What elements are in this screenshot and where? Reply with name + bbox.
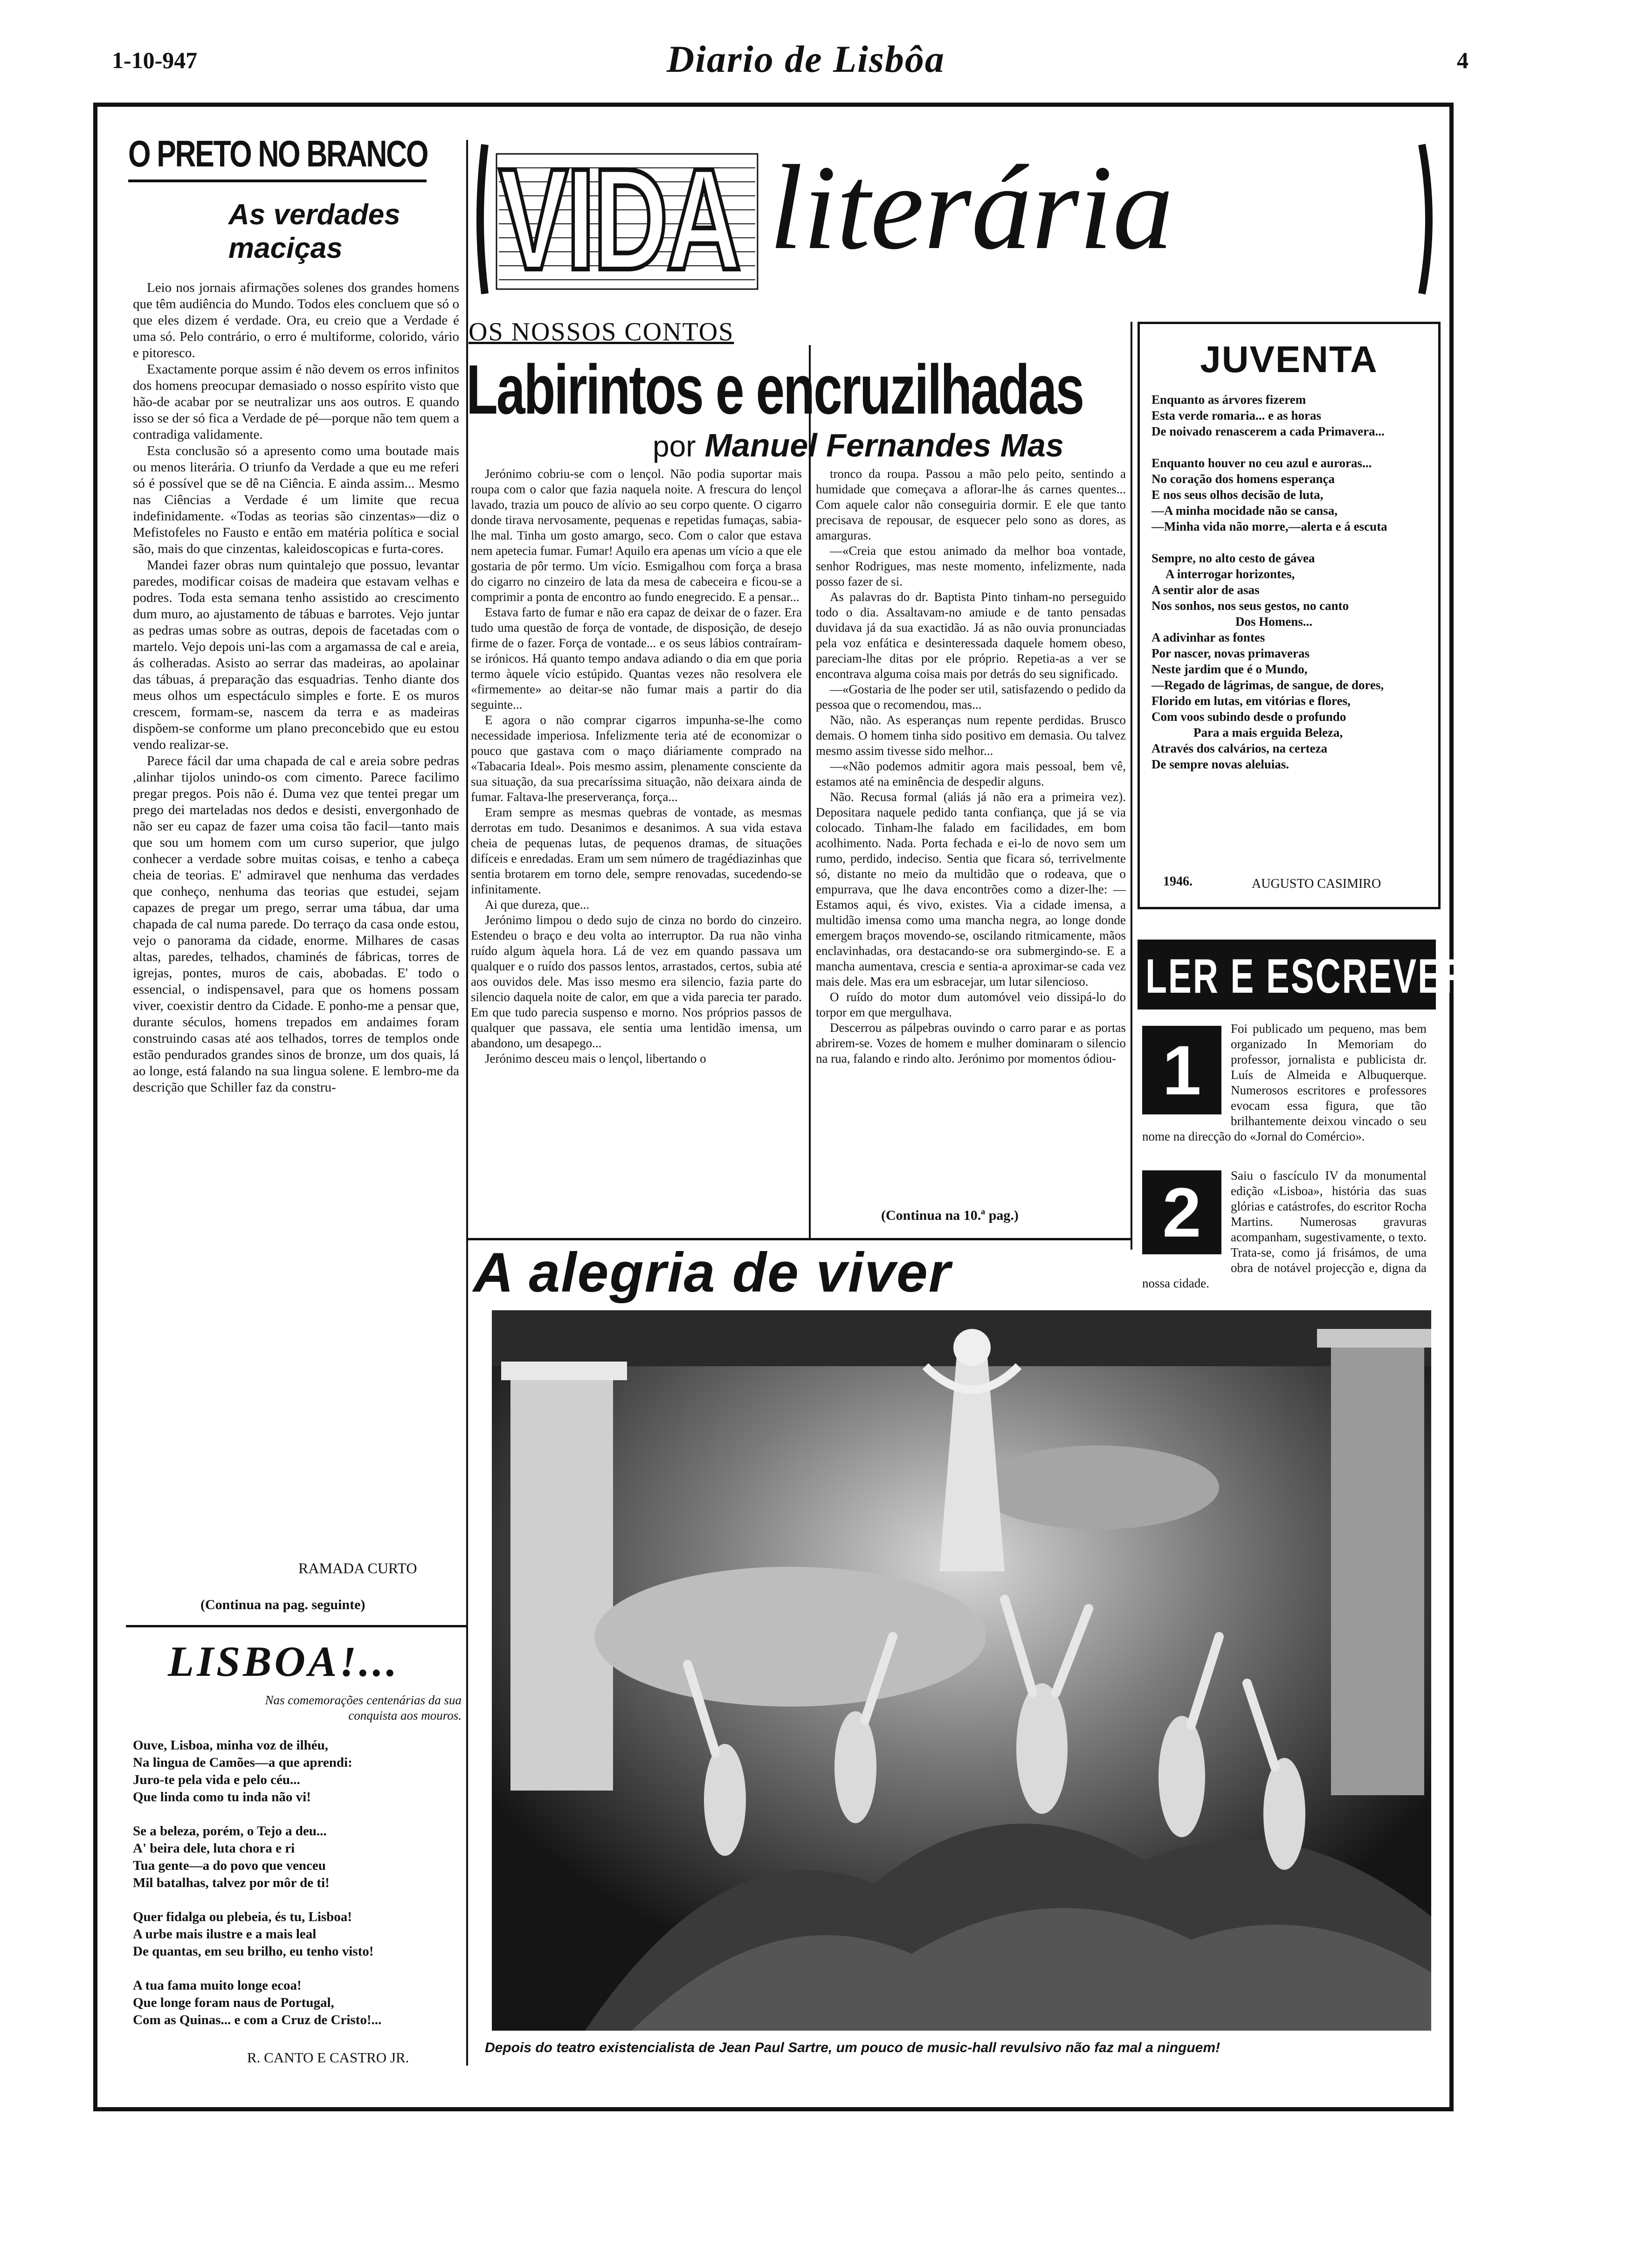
continued-note: (Continua na pag. seguinte) xyxy=(200,1597,365,1612)
verse: Para a mais erguida Beleza, xyxy=(1193,726,1343,740)
story-author: Manuel Fernandes Mas xyxy=(704,427,1064,463)
banner-word-literaria: literária xyxy=(769,140,1173,275)
paragraph: Descerrou as pálpebras ouvindo o carro parar e as portas abrirem-se. Vozes de homem e mulher dominaram o silencio na rua, falando e rindo alto. Jerónimo por momentos ódiou- xyxy=(816,1021,1126,1065)
verse: Florido em lutas, em vitórias e flores, xyxy=(1151,694,1351,708)
story-col1 xyxy=(471,466,802,1240)
item-text xyxy=(1142,1021,1427,1144)
story-section: OS NOSSOS CONTOS xyxy=(469,318,734,346)
verse: Que linda como tu inda não vi! xyxy=(133,1790,311,1805)
paragraph: —«Gostaria de lhe poder ser util, satisfazendo o pedido da pessoa que o recomendou, mas... xyxy=(816,682,1126,712)
byline: RAMADA CURTO xyxy=(298,1560,417,1577)
vida-literaria-banner xyxy=(471,135,1441,303)
kicker-underline xyxy=(128,180,427,182)
verse: Na lingua de Camões—a que aprendi: xyxy=(133,1755,352,1770)
paragraph: —«Não podemos admitir agora mais pessoal, bem vê, estamos até na eminência de despedir alguns. xyxy=(816,759,1126,788)
verse: Esta verde romaria... e as horas xyxy=(1151,408,1321,422)
paragraph: Mandei fazer obras num quintalejo que possuo, levantar paredes, modificar coisas de madeira que estavam velhas e podres. Toda esta semana tenho assistido ao crescimento dum muro, ao ajustamento de tábuas e barrotes. Vejo juntar as pedras umas sobre as outras, depois de facetadas com o martelo. Vejo depois uni-las com a argamassa de cal e areia, ás colheradas. Asisto ao serrar das madeiras, ao apolainar das tábuas, á preparação das esquadrias. Tenho diante dos meus olhos um espectáculo simples e forte. E os muros crescem, formam-se, nascem da terra e as madeiras dispõem-se conforme um plano preconcebido que eu estou vendo realizar-se. xyxy=(133,558,459,752)
verse: A' beira dele, luta chora e ri xyxy=(133,1841,295,1856)
poem-year: 1946. xyxy=(1163,874,1193,889)
ler-escrever-header xyxy=(1138,940,1469,1010)
paragraph: Esta conclusão só a apresento como uma boutade mais ou menos literária. O triunfo da Verdade a que eu me referi só é possível que se dê na Ciência. E ainda assim... Mesmo nas Ciências a Verdade é um limite que recua indefinidamente. «Todas as teorias são cinzentas»—diz o Mefistofeles no Fausto e então em matéria política e social são, mais do que cinzentas, kaleidoscopicas e furta-cores. xyxy=(133,443,459,556)
verse: Enquanto as árvores fizerem xyxy=(1151,393,1306,407)
item-number: 1 xyxy=(1162,1031,1201,1109)
paragraph: Eram sempre as mesmas quebras de vontade, as mesmas derrotas em tudo. Desanimos e desanimos. A sua vida estava cheia de pequenas lutas, de pequenos dramas, de situações difíceis e enredadas. Eram um sem número de tragédiazinhas que sentia brotarem em torno dele, sempre renovadas, sucedendo-se infinitamente. xyxy=(471,805,802,896)
music-hall-photo xyxy=(492,1310,1431,2031)
poem-epigraph: Nas comemorações centenárias da sua conquista aos mouros. xyxy=(265,1693,462,1722)
item-text xyxy=(1142,1168,1427,1291)
column-headline: As verdades maciças xyxy=(228,199,400,264)
verse: Mil batalhas, talvez por môr de ti! xyxy=(133,1875,330,1890)
section-title: LER E ESCREVER xyxy=(1145,949,1469,1003)
paragraph: O ruído do motor dum automóvel veio dissipá-lo do torpor em que mergulhava. xyxy=(816,990,1126,1019)
paragraph: Jerónimo cobriu-se com o lençol. Não podia suportar mais roupa com o calor que fazia naquela noite. A frescura do lençol lavado, trazia um pouco de alívio ao seu corpo quente. O cigarro donde tirava nervosamente, pequenas e repetidas fumaças, sabia-lhe mal. Tinha um gosto amargo, seco. Com o calor que estava nem apetecia fumar. Fumar! Aquilo era apenas um vício a que ele gostaria de pôr termo. Um vício. Esmigalhou com força a brasa do cigarro no cinzeiro de lata da mesa de cabeceira e ficou-se a comprimir a ponta de encontro ao fundo enegrecido. E a pensar... xyxy=(471,467,802,604)
byline-prefix: por xyxy=(653,429,696,463)
photo-headline: A alegria de viver xyxy=(473,1241,952,1304)
verse: Tua gente—a do povo que venceu xyxy=(133,1858,326,1873)
verse: A urbe mais ilustre e a mais leal xyxy=(133,1927,317,1942)
verse: Se a beleza, porém, o Tejo a deu... xyxy=(133,1824,327,1839)
poem-title: LISBOA!... xyxy=(168,1638,400,1685)
verse: A sentir alor de asas xyxy=(1151,583,1260,597)
divider xyxy=(126,1625,466,1627)
verse: —Regado de lágrimas, de sangue, de dores, xyxy=(1151,678,1384,692)
story-title: Labirintos e encruzilhadas xyxy=(466,350,1083,429)
verse: De quantas, em seu brilho, eu tenho visto! xyxy=(133,1944,374,1959)
verse: Por nascer, novas primaveras xyxy=(1151,646,1310,660)
paragraph: Não. Recusa formal (aliás já não era a primeira vez). Depositara naquele pedido tanta confiança, que já se via colocado. Tinham-lhe falado em facilidades, em bom acolhimento. Nada. Porta fechada e ei-lo de novo sem um rumo, perdido, indeciso. Sentia que ficara só, terrivelmente só, distante no meio da multidão que o rodeava, que o empurrava, que lhe dava encontrões como a dizer-lhe: —Estamos aqui, és vivo, existes. Via a cidade imensa, a multidão imensa como uma mancha negra, ao longe donde emergem braços movendo-se, oscilando ritmicamente, mãos enclavinhadas, ora destacando-se ora submergindo-se. E a mancha aumentava, crescia e sentia-a aproximar-se cada vez mais dele. Mas era um esbracejar, um lutar silencioso. xyxy=(816,790,1126,989)
story-byline xyxy=(653,427,1064,464)
photo-illustration xyxy=(492,1310,1431,2031)
paragraph: Estava farto de fumar e não era capaz de deixar de o fazer. Era tudo uma questão de força de vontade, de disposição, de desejo firme de o fazer. Força de vontade... e os seus lábios contraíram-se irónicos. Há quanto tempo andava adiando o dia em que poria termo àquele vício estúpido. Quantas vezes não resolvera ele «firmemente» ao deitar-se não fumar mais a partir do dia seguinte... xyxy=(471,605,802,712)
poem-author: R. CANTO E CASTRO JR. xyxy=(247,2049,409,2066)
poem-author: AUGUSTO CASIMIRO xyxy=(1252,877,1381,891)
juventa-box xyxy=(1138,322,1441,909)
photo-caption: Depois do teatro existencialista de Jean Paul Sartre, um pouco de music-hall revulsivo não faz mal a ninguem! xyxy=(485,2040,1220,2055)
verse: A interrogar horizontes, xyxy=(1165,567,1295,581)
verse: Quer fidalga ou plebeia, és tu, Lisboa! xyxy=(133,1909,352,1924)
verse: De noivado renascerem a cada Primavera... xyxy=(1151,424,1385,438)
poem-body xyxy=(1151,392,1427,772)
paragraph: E agora o não comprar cigarros impunha-se-lhe como necessidade imperiosa. Infelizmente teria até de economizar o pouco que gastava com o maço diáriamente comprado na «Tabacaria Ideal». Pois mesmo assim, plenamente consciente da sua situação, da sua precaríssima situação, não deixara ainda de fumar. Faltava-lhe preserverança, força... xyxy=(471,713,802,804)
verse: E nos seus olhos decisão de luta, xyxy=(1151,488,1324,502)
paragraph: Não, não. As esperanças num repente perdidas. Brusco demais. O homem tinha sido positivo em demasia. Ou talvez mesmo assim tivesse sido melhor... xyxy=(816,713,1126,758)
paragraph: —«Creia que estou animado da melhor boa vontade, senhor Rodrigues, mas neste momento, infelizmente, nada posso fazer de si. xyxy=(816,544,1126,588)
verse: Sempre, no alto cesto de gávea xyxy=(1151,551,1315,565)
story-continued: (Continua na 10.ª pag.) xyxy=(881,1208,1019,1223)
verse: No coração dos homens esperança xyxy=(1151,472,1335,486)
poem-title: JUVENTA xyxy=(1200,339,1378,380)
paragraph: Jerónimo limpou o dedo sujo de cinza no bordo do cinzeiro. Estendeu o braço e deu volta ao interruptor. Da rua não vinha ruído algum àquela hora. Lá de vez em quando passava um qualquer e o ruído dos passos lentos, arrastados, certos, subia até aos ouvidos dele. Mas isso mesmo era silencio, fazia parte do silencio daquela noite de calor, em que a vida parecia ter parado. Em que tudo parecia suspenso e morno. Nos próprios passos de qualquer que passava, ele sentia uma lentidão imensa, um abandono, um desapego... xyxy=(471,913,802,1050)
verse: De sempre novas aleluias. xyxy=(1151,757,1289,771)
column-rule-story xyxy=(809,345,811,1240)
poem-body xyxy=(133,1737,459,2029)
verse: Neste jardim que é o Mundo, xyxy=(1151,662,1308,676)
verse: Ouve, Lisboa, minha voz de ilhéu, xyxy=(133,1738,328,1753)
left-column-body xyxy=(133,280,459,1548)
paragraph: Exactamente porque assim é não devem os erros infinitos dos homens preocupar demasiado o nosso espírito visto que hão-de acabar por se neutralizar uns aos outros. E quando isso se der só fica a Verdade de pé—porque não tem quem a contradiga validamente. xyxy=(133,362,459,442)
verse: Com as Quinas... e com a Cruz de Cristo!... xyxy=(133,2012,382,2027)
verse: —A minha mocidade não se cansa, xyxy=(1151,504,1338,518)
verse: Que longe foram naus de Portugal, xyxy=(133,1995,334,2010)
column-rule-left xyxy=(466,140,468,2066)
paragraph: Leio nos jornais afirmações solenes dos grandes homens que têm audiência do Mundo. Todos eles concluem que só o que eles dizem é verdade. Ora, eu creio que a Verdade é uma só. Pelo contrário, o erro é multiforme, colorido, vário e pitoresco. xyxy=(133,280,459,360)
verse: Juro-te pela vida e pelo céu... xyxy=(133,1772,300,1787)
paragraph: Parece fácil dar uma chapada de cal e areia sobre pedras ,alinhar tijolos unindo-os com cimento. Parece facilimo pregar pregos. Pois não é. Duma vez que tentei pregar um prego dei marteladas nos dedos e desisti, envergonhado de não ser eu capaz de fazer uma coisa tão facil—tanto mais que sou um homem com um curso superior, que julgo conhecer a verdade sobre muitas coisas, e tenho a cabeça cheia de teorias. E' admiravel que nenhuma das verdades que conheço, nenhuma das teorias que estudei, sejam capazes de pregar um prego, serrar uma tábua, dar uma chapada de cal numa parede. Do terraço da casa onde estou, vejo o panorama da cidade, enorme. Milhares de casas altas, paredes, telhados, chaminés de fábricas, torres de igrejas, pontes, muros de cais, abobadas. E' todo o essencial, o indispensavel, para que os homens possam viver, coexistir dentro da Cidade. E ponho-me a pensar que, durante séculos, homens trepados em andaimes foram construindo casas até aos telhados, torres de templos onde estão pendurados grandes sinos de bronze, um dos quais, lá ao longe, está falando na sua lingua solene. E lembro-me da descrição que Schiller faz da constru- xyxy=(133,754,459,1095)
item-text-1: Foi publicado um pequeno, mas bem organizado In Memoriam do professor, jornalista e publicista dr. Luís de Almeida e Albuquerque. Numerosos escritores e professores evocam essa figura, que tão brilhantemente deixou vincado o seu nome na direcção do «Jornal do Comércio». xyxy=(1142,1022,1427,1143)
verse: Com voos subindo desde o profundo xyxy=(1151,710,1346,724)
issue-date: 1-10-947 xyxy=(112,47,198,73)
paragraph: As palavras do dr. Baptista Pinto tinham-no perseguido todo o dia. Assaltavam-no amiude e de tanto pensadas duvidava já da sua exactidão. Já as não ouvia pronunciadas pela voz enfática e desinteressada daquele homem obeso, pareciam-lhe ditas por ele próprio. Repetia-as a ver se encontrava alguma coisa mais por detrás do seu significado. xyxy=(816,590,1126,681)
column-rule-right xyxy=(1131,322,1132,1250)
paragraph: Ai que dureza, que... xyxy=(485,898,590,912)
verse: Nos sonhos, nos seus gestos, no canto xyxy=(1151,599,1349,613)
masthead: Diario de Lisbôa xyxy=(667,38,945,80)
item-number: 2 xyxy=(1162,1173,1201,1252)
verse: Dos Homens... xyxy=(1235,615,1313,629)
verse: A adivinhar as fontes xyxy=(1151,630,1265,644)
ler-escrever-items xyxy=(1142,1021,1427,1290)
paragraph: Jerónimo desceu mais o lençol, libertando o xyxy=(485,1051,706,1065)
item-text-2: Saiu o fascículo IV da monumental edição «Lisboa», história das suas glórias e catástrofes, do escritor Rocha Martins. Numerosas gravuras acompanham, sugestivamente, o texto. Trata-se, como já frisámos, de uma obra de notável projecção e, digna da nossa cidade. xyxy=(1142,1169,1427,1290)
banner-word-vida: VIDA xyxy=(499,138,739,300)
page-number: 4 xyxy=(1457,47,1469,73)
verse: A tua fama muito longe ecoa! xyxy=(133,1978,302,1993)
paragraph: tronco da roupa. Passou a mão pelo peito, sentindo a humidade que começava a aflorar-lhe ás carnes quentes... Com aquele calor não conseguiria dormir. E ele que tanto precisava de repousar, de esquecer pelo sono as dores, as amarguras. xyxy=(816,467,1126,542)
verse: —Minha vida não morre,—alerta e á escuta xyxy=(1151,519,1387,533)
verse: Através dos calvários, na certeza xyxy=(1151,741,1328,755)
story-col2 xyxy=(816,466,1126,1198)
section-kicker: O PRETO NO BRANCO xyxy=(128,133,428,174)
verse: Enquanto houver no ceu azul e auroras... xyxy=(1151,456,1372,470)
